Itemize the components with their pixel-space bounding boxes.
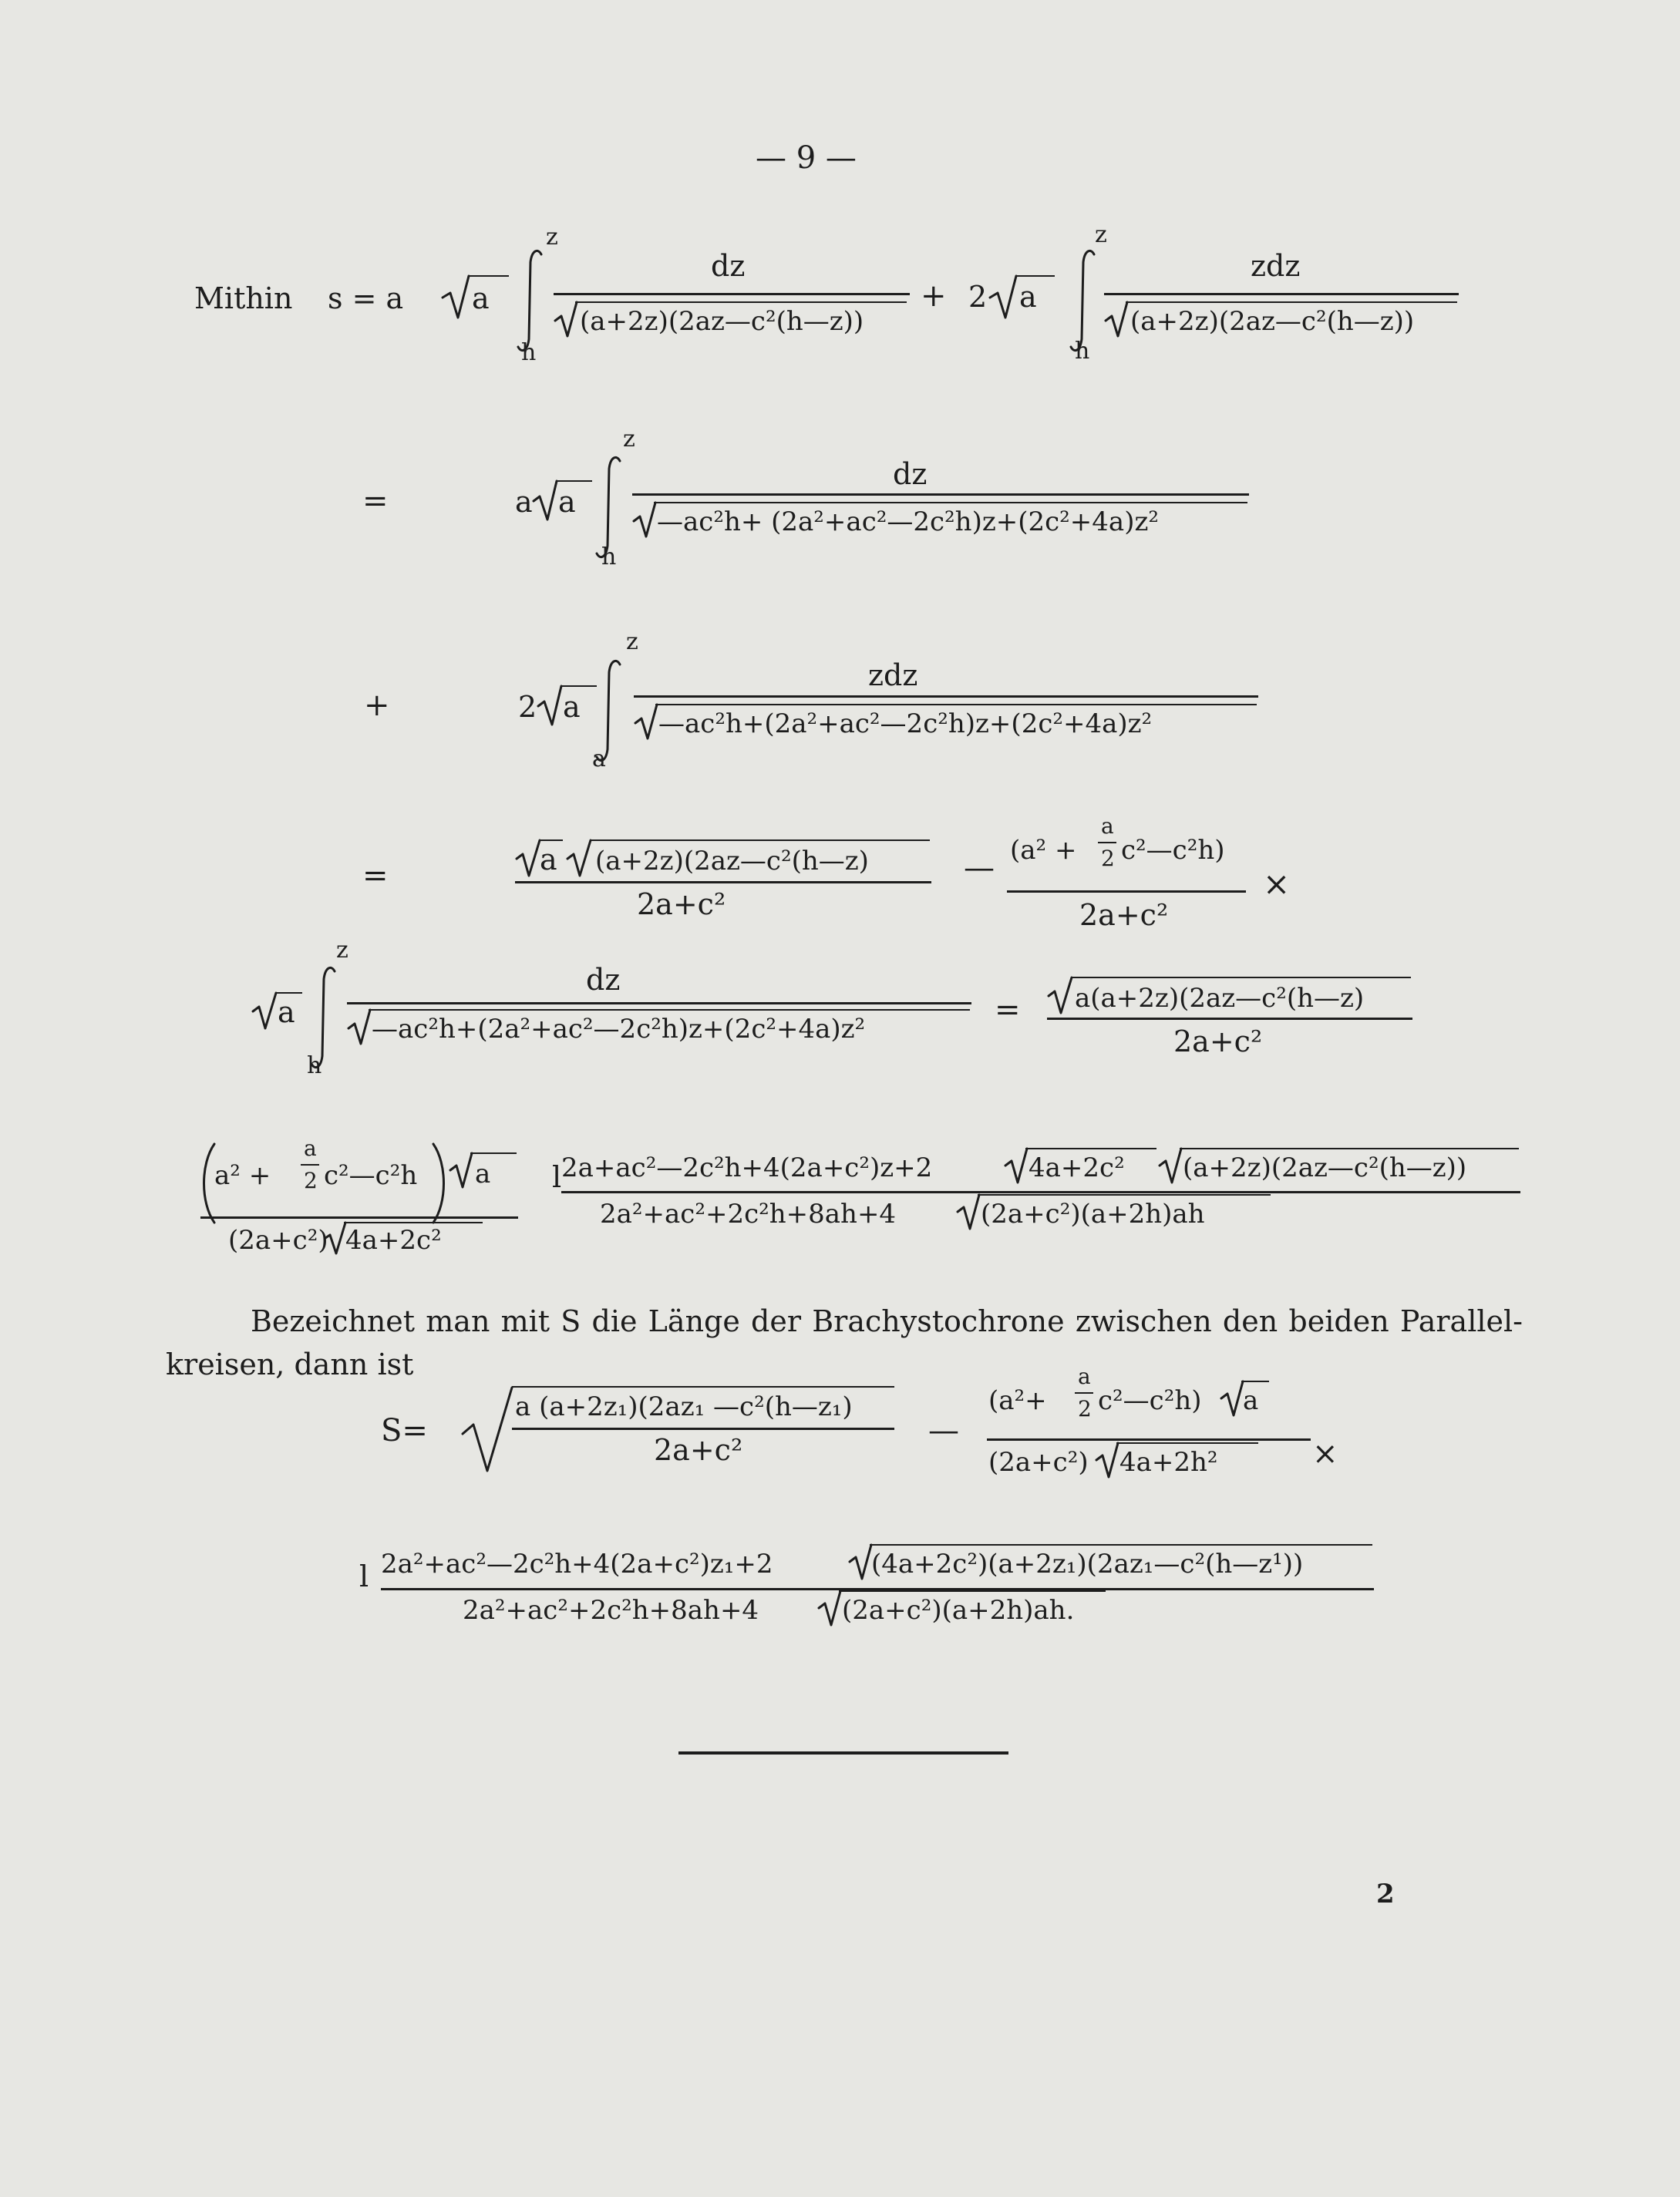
sqrt-radicand: a: [278, 995, 295, 1029]
fraction-denominator-part: (2a+c²): [228, 1225, 328, 1256]
sqrt-radicand: a(a+2z)(2az—c²(h—z): [1075, 983, 1365, 1014]
sqrt-sign: [817, 1590, 842, 1628]
sqrt-radicand: (4a+2c²)(a+2z₁)(2az₁—c²(h—z¹)): [871, 1549, 1304, 1580]
fraction-bar: [632, 493, 1249, 496]
sqrt-sign: [848, 1543, 873, 1582]
sqrt-radicand: —ac²h+ (2a²+ac²—2c²h)z+(2c²+4a)z²: [657, 506, 1159, 537]
sqrt-radicand: a: [563, 690, 581, 724]
sqrt-bar: [512, 1386, 894, 1388]
sqrt-bar: [276, 992, 302, 994]
paragraph: [166, 1300, 1523, 1389]
section-end-rule: [678, 1751, 1008, 1755]
sqrt-bar: [591, 839, 930, 841]
integral-upper-limit: z: [546, 224, 558, 251]
sqrt-bar: [561, 685, 597, 687]
sqrt-bar: [839, 1590, 1106, 1592]
coefficient: a: [515, 485, 533, 519]
sqrt-radicand: (a+2z)(2az—c²(h—z)): [580, 306, 864, 337]
sqrt-radicand: 4a+2c²: [345, 1225, 442, 1256]
integral-lower-limit: h: [601, 543, 617, 570]
fraction-denominator: 2a+c²: [1079, 898, 1169, 932]
sqrt-radicand: (2a+c²)(a+2h)ah.: [842, 1595, 1075, 1626]
paragraph-line-2: kreisen, dann ist: [166, 1347, 414, 1381]
sqrt-radicand: a: [558, 485, 576, 519]
small-fraction-denominator: 2: [1078, 1396, 1092, 1421]
fraction-numerator-part: c²—c²h: [324, 1160, 418, 1191]
sqrt-bar: [575, 301, 907, 303]
sqrt-bar: [344, 1222, 483, 1223]
fraction-numerator-part: (a² +: [1010, 835, 1077, 866]
fraction-bar: [634, 695, 1258, 698]
integral-upper-limit: z: [623, 426, 635, 453]
sqrt-bar: [540, 839, 563, 841]
sqrt-bar: [654, 502, 1247, 503]
small-fraction-bar: [1098, 842, 1116, 843]
fraction-numerator: dz: [893, 457, 928, 491]
coefficient: 2: [518, 690, 537, 724]
sqrt-sign: [632, 501, 658, 538]
sqrt-bar: [1126, 301, 1457, 303]
equals-operator: =: [362, 858, 389, 893]
plus-operator: +: [364, 688, 390, 723]
times-operator: ×: [1312, 1436, 1338, 1472]
equals-operator: =: [995, 992, 1021, 1028]
sqrt-sign: [1104, 301, 1130, 338]
fraction-numerator-part: c²—c²h): [1098, 1385, 1202, 1416]
sqrt-radicand: (a+2z)(2az—c²(h—z)): [1183, 1152, 1467, 1183]
sqrt-radicand: 4a+2c²: [1029, 1152, 1125, 1183]
small-fraction-numerator: a: [1078, 1364, 1091, 1389]
sqrt-bar: [1072, 977, 1411, 978]
integral-upper-limit: z: [336, 937, 348, 964]
page-footer-number: 2: [1376, 1879, 1395, 1909]
fraction-denominator: 2a+c²: [637, 887, 726, 921]
sqrt-sign: [988, 274, 1019, 321]
sqrt-bar: [655, 704, 1257, 705]
fraction-bar: [561, 1191, 1520, 1193]
sqrt-bar: [1116, 1442, 1258, 1444]
fraction-numerator: dz: [586, 963, 621, 997]
small-fraction-numerator: a: [304, 1136, 317, 1161]
sqrt-sign: [515, 839, 543, 879]
sqrt-sign: [1158, 1147, 1183, 1186]
sqrt-radicand: (a+2z)(2az—c²(h—z)): [1130, 306, 1415, 337]
fraction-denominator: 2a+c²: [1173, 1024, 1263, 1058]
sqrt-bar: [469, 275, 509, 277]
mithin-label: Mithin: [194, 281, 293, 315]
sqrt-radicand: (2a+c²)(a+2h)ah: [981, 1199, 1205, 1230]
fraction-bar: [512, 1428, 894, 1430]
equals-operator: =: [362, 483, 389, 519]
sqrt-bar: [369, 1009, 970, 1011]
sqrt-radicand: a: [1019, 280, 1037, 314]
sqrt-sign: [1095, 1442, 1119, 1480]
times-operator: ×: [1263, 865, 1291, 903]
sqrt-sign: [1004, 1147, 1029, 1186]
sqrt-bar: [557, 480, 592, 482]
fraction-bar: [515, 881, 931, 883]
sqrt-bar: [978, 1194, 1271, 1196]
large-sqrt-sign: [461, 1384, 515, 1474]
log-numerator-part: 2a²+ac²—2c²h+4(2a+c²)z₁+2: [381, 1549, 773, 1580]
sqrt-sign: [554, 301, 580, 338]
sqrt-bar: [470, 1152, 517, 1154]
fraction-bar: [200, 1216, 518, 1219]
coefficient: 2: [968, 280, 988, 314]
sqrt-sign: [251, 991, 279, 1031]
sqrt-sign: [537, 685, 564, 728]
right-paren: [430, 1141, 449, 1226]
minus-operator: —: [928, 1413, 959, 1448]
integral-upper-limit: z: [626, 628, 638, 655]
logarithm-symbol: l: [552, 1160, 562, 1194]
sqrt-bar: [870, 1544, 1372, 1546]
minus-operator: —: [964, 850, 995, 886]
small-fraction-denominator: 2: [304, 1168, 318, 1193]
sqrt-radicand: (a+2z)(2az—c²(h—z): [595, 846, 869, 876]
sqrt-radicand-numerator: a (a+2z₁)(2az₁ —c²(h—z₁): [515, 1391, 853, 1422]
sqrt-radicand: a: [472, 281, 490, 315]
sqrt-bar: [1180, 1148, 1519, 1149]
small-fraction-numerator: a: [1101, 813, 1114, 839]
fraction-bar: [1104, 293, 1459, 295]
sqrt-bar: [1016, 275, 1055, 277]
logarithm-symbol: l: [359, 1559, 369, 1593]
log-denominator-part: 2a²+ac²+2c²h+8ah+4: [600, 1199, 897, 1230]
integral-lower-limit: h: [521, 339, 537, 366]
integral-lower-limit: a: [592, 745, 606, 772]
fraction-denominator-part: (2a+c²): [988, 1447, 1089, 1478]
fraction-bar: [987, 1438, 1311, 1441]
fraction-bar: [1047, 1018, 1412, 1020]
sqrt-radicand: 4a+2h²: [1119, 1447, 1218, 1478]
sqrt-sign: [532, 479, 560, 523]
sqrt-radicand-denominator: 2a+c²: [654, 1433, 743, 1467]
sqrt-radicand: a: [1243, 1385, 1259, 1416]
fraction-numerator-part: (a²+: [988, 1385, 1047, 1416]
sqrt-radicand: —ac²h+(2a²+ac²—2c²h)z+(2c²+4a)z²: [372, 1014, 866, 1045]
sqrt-sign: [324, 1221, 347, 1257]
sqrt-radicand: a: [475, 1159, 491, 1189]
integral-lower-limit: h: [1075, 338, 1090, 365]
paragraph-line-1: Bezeichnet man mit S die Länge der Brachystochrone zwischen den beiden Parallel-: [251, 1304, 1523, 1338]
fraction-bar: [554, 293, 910, 295]
sqrt-sign: [1047, 976, 1075, 1016]
fraction-numerator: zdz: [1251, 249, 1301, 283]
log-numerator-part: 2a+ac²—2c²h+4(2a+c²)z+2: [561, 1152, 933, 1183]
fraction-numerator: zdz: [868, 658, 918, 692]
fraction-bar: [1007, 890, 1246, 893]
sqrt-sign: [956, 1193, 981, 1232]
sqrt-bar: [1025, 1148, 1156, 1149]
plus-operator: +: [921, 278, 947, 314]
sqrt-sign: [449, 1152, 473, 1190]
small-fraction-denominator: 2: [1101, 846, 1115, 871]
fraction-numerator-part: a² +: [214, 1160, 271, 1191]
sqrt-sign: [566, 839, 594, 879]
sqrt-sign: [347, 1008, 373, 1045]
small-fraction-bar: [1075, 1392, 1093, 1394]
sqrt-sign: [441, 274, 472, 321]
log-denominator-part: 2a²+ac²+2c²h+8ah+4: [463, 1595, 759, 1626]
sqrt-bar: [1241, 1381, 1269, 1382]
fraction-numerator-part: c²—c²h): [1121, 835, 1225, 866]
sqrt-radicand: —ac²h+(2a²+ac²—2c²h)z+(2c²+4a)z²: [658, 708, 1153, 739]
fraction-numerator: dz: [711, 249, 746, 283]
integral-sign: [515, 247, 546, 355]
lhs-s: s = a: [328, 281, 404, 315]
lhs-S: S=: [381, 1413, 428, 1448]
integral-lower-limit: h: [307, 1052, 322, 1079]
small-fraction-bar: [301, 1164, 319, 1166]
integral-upper-limit: z: [1095, 221, 1107, 248]
fraction-bar: [347, 1002, 971, 1004]
sqrt-sign: [634, 703, 660, 740]
sqrt-sign: [1220, 1380, 1244, 1418]
page-header: — 9 —: [756, 140, 857, 176]
sqrt-radicand: a: [540, 843, 557, 876]
